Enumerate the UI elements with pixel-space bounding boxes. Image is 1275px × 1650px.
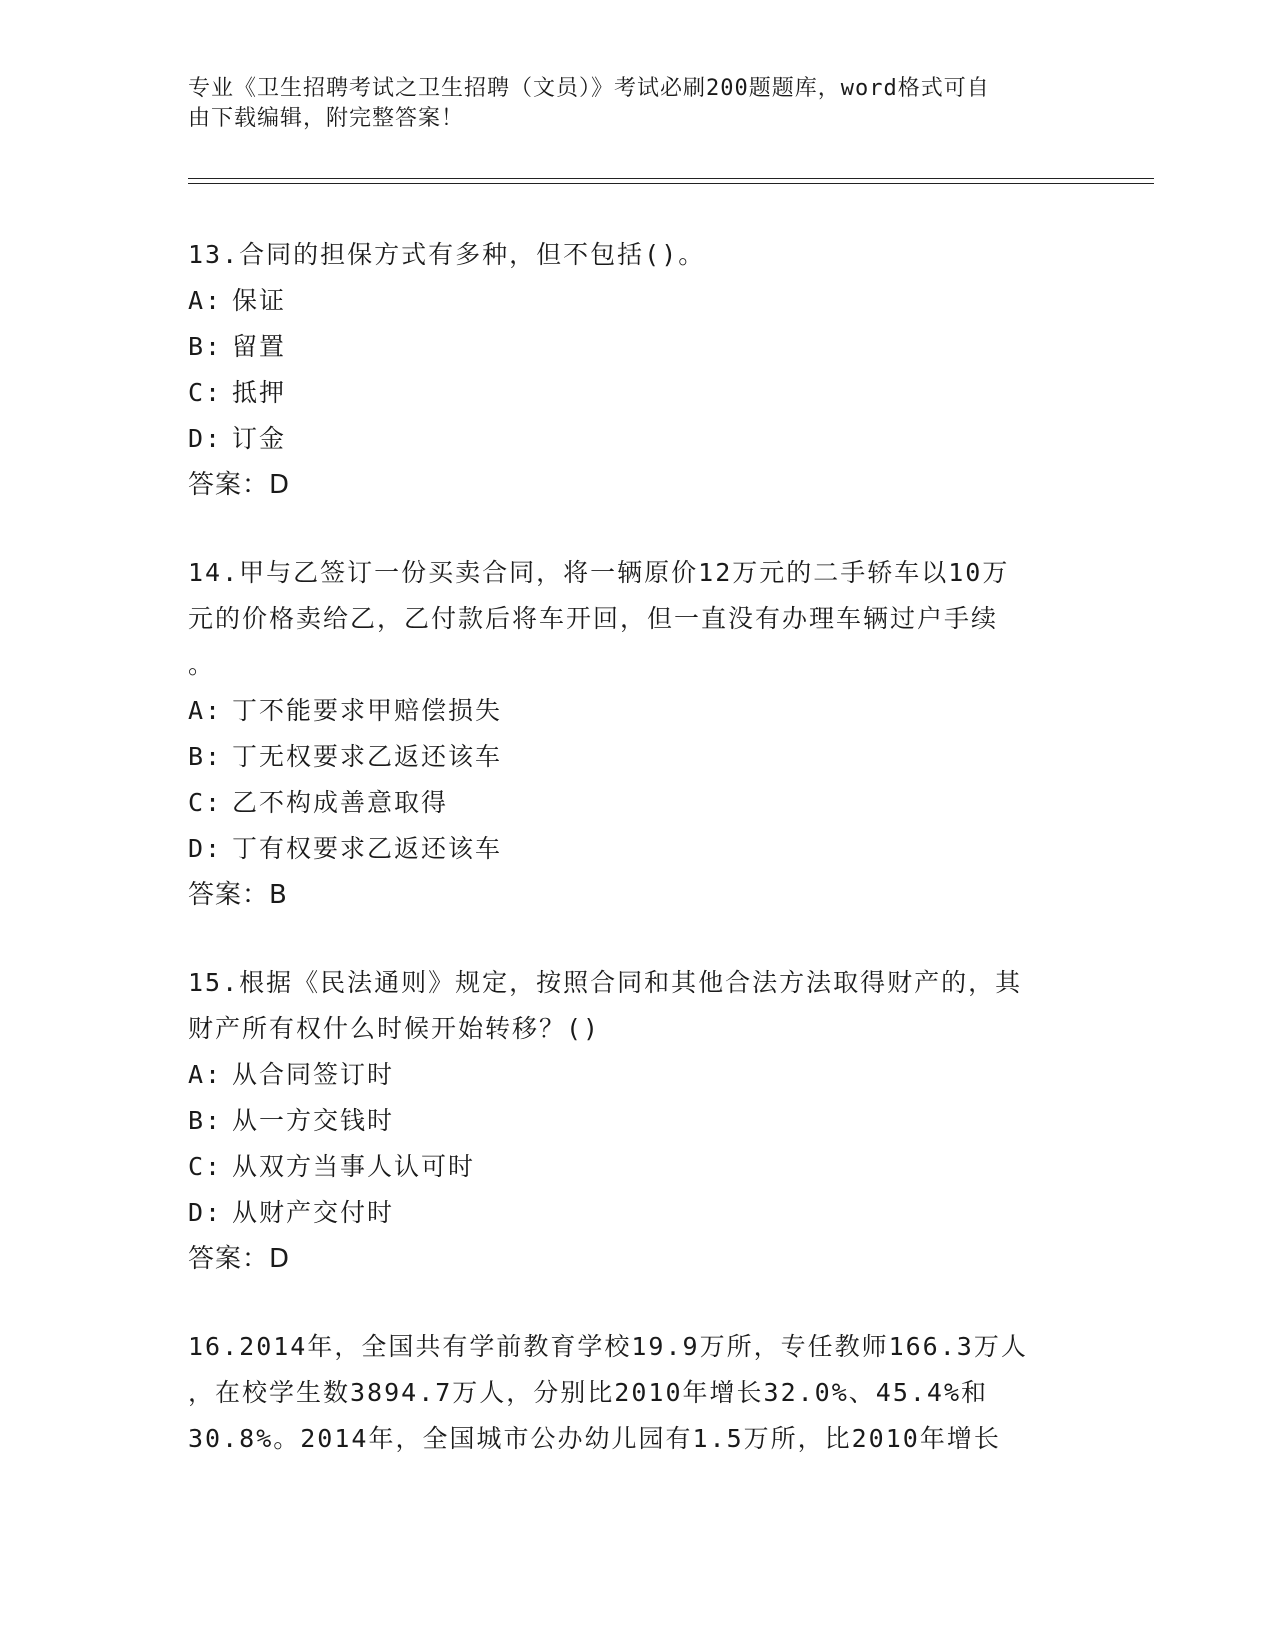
document-header bbox=[188, 74, 1088, 134]
answer-option bbox=[188, 826, 1088, 872]
header-line-1: 专业《卫生招聘考试之卫生招聘（文员）》考试必刷200题题库，word格式可自 bbox=[188, 76, 990, 101]
option-letter: C: bbox=[188, 788, 223, 817]
header-divider-bottom bbox=[188, 183, 1154, 184]
option-text: 抵押 bbox=[232, 378, 287, 407]
question-stem-line: 。 bbox=[188, 650, 216, 679]
option-text: 从财产交付时 bbox=[232, 1198, 395, 1227]
question-list bbox=[188, 232, 1088, 1504]
option-text: 保证 bbox=[232, 286, 287, 315]
question-stem-line: 14.甲与乙签订一份买卖合同，将一辆原价12万元的二手轿车以10万 bbox=[188, 558, 1010, 587]
option-text: 丁有权要求乙返还该车 bbox=[232, 834, 503, 863]
header-divider-top bbox=[188, 178, 1154, 179]
option-text: 丁不能要求甲赔偿损失 bbox=[232, 696, 503, 725]
question-block bbox=[188, 960, 1088, 1282]
question-block bbox=[188, 1324, 1088, 1462]
question-stem-line: 15.根据《民法通则》规定，按照合同和其他合法方法取得财产的，其 bbox=[188, 968, 1023, 997]
option-letter: B: bbox=[188, 332, 223, 361]
option-text: 留置 bbox=[232, 332, 287, 361]
question-stem-line: ，在校学生数3894.7万人，分别比2010年增长32.0%、45.4%和 bbox=[188, 1378, 989, 1407]
answer-option bbox=[188, 1190, 1088, 1236]
option-text: 从一方交钱时 bbox=[232, 1106, 395, 1135]
question-stem-line: 30.8%。2014年，全国城市公办幼儿园有1.5万所，比2010年增长 bbox=[188, 1424, 1001, 1453]
option-letter: D: bbox=[188, 1198, 223, 1227]
option-text: 订金 bbox=[232, 424, 287, 453]
option-text: 从双方当事人认可时 bbox=[232, 1152, 476, 1181]
answer-option bbox=[188, 688, 1088, 734]
option-text: 从合同签订时 bbox=[232, 1060, 395, 1089]
question-stem-line: 财产所有权什么时候开始转移？() bbox=[188, 1014, 601, 1043]
option-letter: B: bbox=[188, 1106, 223, 1135]
option-text: 丁无权要求乙返还该车 bbox=[232, 742, 503, 771]
answer-option bbox=[188, 734, 1088, 780]
option-letter: C: bbox=[188, 378, 223, 407]
answer-line: 答案：D bbox=[188, 1244, 291, 1274]
option-text: 乙不构成善意取得 bbox=[232, 788, 449, 817]
question-stem-line: 元的价格卖给乙，乙付款后将车开回，但一直没有办理车辆过户手续 bbox=[188, 604, 999, 633]
question-stem-line: 16.2014年，全国共有学前教育学校19.9万所，专任教师166.3万人 bbox=[188, 1332, 1028, 1361]
answer-option bbox=[188, 1144, 1088, 1190]
option-letter: B: bbox=[188, 742, 223, 771]
answer-option bbox=[188, 416, 1088, 462]
answer-option bbox=[188, 780, 1088, 826]
answer-option bbox=[188, 1098, 1088, 1144]
question-block bbox=[188, 550, 1088, 918]
question-block bbox=[188, 232, 1088, 508]
option-letter: A: bbox=[188, 696, 223, 725]
header-line-2: 由下载编辑，附完整答案！ bbox=[188, 106, 465, 131]
answer-option bbox=[188, 1052, 1088, 1098]
option-letter: A: bbox=[188, 286, 223, 315]
option-letter: A: bbox=[188, 1060, 223, 1089]
answer-line: 答案：B bbox=[188, 880, 288, 910]
answer-option bbox=[188, 370, 1088, 416]
question-stem-line: 13.合同的担保方式有多种，但不包括()。 bbox=[188, 240, 706, 269]
answer-option bbox=[188, 324, 1088, 370]
option-letter: D: bbox=[188, 834, 223, 863]
option-letter: D: bbox=[188, 424, 223, 453]
answer-option bbox=[188, 278, 1088, 324]
answer-line: 答案：D bbox=[188, 470, 291, 500]
option-letter: C: bbox=[188, 1152, 223, 1181]
